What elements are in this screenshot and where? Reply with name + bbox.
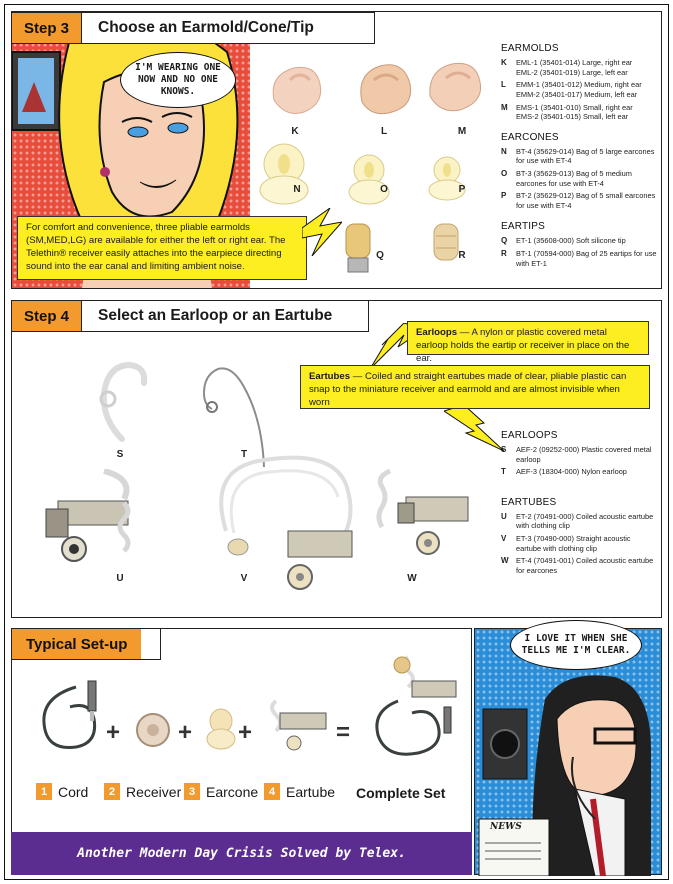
product-label-k: K: [291, 126, 299, 137]
earmolds-heading: EARMOLDS: [501, 43, 559, 54]
earcones-heading: EARCONES: [501, 131, 559, 143]
legend-cord: 1 Cord: [36, 783, 88, 800]
footer-tagline: Another Modern Day Crisis Solved by Telex.: [11, 832, 472, 875]
step3-parts-list: [501, 42, 657, 271]
step4-parts-list: [501, 429, 657, 578]
list-item: O BT-3 (35629-013) Bag of 5 medium earcones for use with ET-4: [501, 169, 632, 188]
product-label-q: Q: [376, 250, 384, 261]
earloops-heading: EARLOOPS: [501, 430, 558, 441]
earcone-image: [204, 705, 238, 755]
list-item: P BT-2 (35629-012) Bag of 5 small earcones for use with ET-4: [501, 191, 656, 210]
plus-sign: +: [238, 719, 253, 746]
legend-earcone: 3 Earcone: [184, 783, 258, 800]
list-item: L EMM-1 (35401-012) Medium, right ear EMM-2 (35401-017) Medium, left ear: [501, 80, 642, 99]
list-item: R BT-1 (70594-000) Bag of 25 eartips for use with ET-1: [501, 248, 657, 268]
step4-tab: Step 4: [12, 301, 82, 331]
eartubes-heading: EARTUBES: [501, 496, 557, 508]
product-label-r: R: [458, 250, 466, 261]
earcone-large-image: [256, 142, 312, 208]
product-label-s: S: [116, 449, 124, 460]
plus-sign: +: [106, 719, 121, 746]
product-label-o: O: [380, 184, 388, 195]
product-label-t: T: [240, 449, 248, 460]
list-item: M EMS-1 (35401-010) Small, right ear EMS-2 (35401-015) Small, left ear: [501, 102, 633, 122]
setup-header: [11, 628, 161, 660]
legend-receiver: 2 Receiver: [104, 783, 181, 800]
newspaper-masthead: NEWS: [490, 822, 522, 832]
product-label-w: W: [407, 573, 417, 584]
list-item: K EML-1 (35401-014) Large, right ear EML-2 (35401-019) Large, left ear: [501, 58, 633, 77]
product-label-u: U: [116, 573, 124, 584]
receiver-image: [132, 709, 174, 751]
equals-sign: =: [336, 719, 351, 746]
step4-header: [11, 300, 369, 332]
setup-tab: Typical Set-up: [12, 629, 141, 659]
lightning-bolt-icon: [302, 208, 342, 256]
product-label-m: M: [457, 126, 467, 137]
product-label-v: V: [240, 573, 248, 584]
eartube-coiled-clip-image: [44, 469, 164, 573]
list-item: S AEF-2 (09252-000) Plastic covered metal earloop: [501, 445, 652, 464]
earmold-small-image: [422, 56, 488, 118]
earloops-callout: Earloops — A nylon or plastic covered metal earloop holds the eartip or receiver in place on the ear.: [407, 321, 649, 355]
list-item: T AEF-3 (18304-000) Nylon earloop: [501, 467, 627, 477]
step3-speech-bubble: I'M WEARING ONE NOW AND NO ONE KNOWS.: [120, 52, 236, 108]
step4-title: Select an Earloop or an Eartube: [98, 307, 333, 324]
step3-tab: Step 3: [12, 13, 82, 43]
list-item: V ET-3 (70490-000) Straight acoustic eartube with clothing clip: [501, 533, 631, 553]
eartubes-callout: Eartubes — Coiled and straight eartubes made of clear, pliable plastic can snap to the miniature receiver and earmold and are almost invisible when worn: [300, 365, 650, 409]
product-label-n: N: [293, 184, 301, 195]
earmold-medium-image: [352, 58, 416, 120]
complete-set-image: [368, 651, 464, 771]
step3-header: [11, 12, 375, 44]
earcone-small-image: [422, 152, 472, 204]
eartips-heading: EARTIPS: [501, 220, 546, 232]
cord-image: [36, 677, 106, 759]
earcone-medium-image: [344, 152, 394, 208]
eartube-straight-clip-image: [198, 451, 368, 601]
lightning-bolt-icon: [444, 405, 504, 451]
step4-panel: [11, 300, 662, 618]
complete-set-label: Complete Set: [356, 785, 446, 801]
eartube-image: [260, 695, 330, 765]
legend-eartube: 4 Eartube: [264, 783, 335, 800]
product-label-p: P: [458, 184, 466, 195]
setup-speech-bubble: I LOVE IT WHEN SHE TELLS ME I'M CLEAR.: [510, 620, 642, 670]
step3-callout: For comfort and convenience, three pliable earmolds (SM,MED,LG) are available for either the left or right ear. The Telethin® receiver easily attaches into the earpiece directing sound into the ear canal and limiting ambient noise.: [17, 216, 307, 280]
product-label-l: L: [380, 126, 388, 137]
plus-sign: +: [178, 719, 193, 746]
earmold-large-image: [264, 60, 328, 120]
step3-title: Choose an Earmold/Cone/Tip: [98, 19, 314, 36]
step3-panel: [11, 11, 662, 289]
eartube-earcone-image: [370, 467, 480, 577]
earloop-plastic-image: [82, 359, 152, 449]
list-item: N BT-4 (35629-014) Bag of 5 large earcones for use with ET-4: [501, 146, 655, 166]
list-item: U ET-2 (70491-000) Coiled acoustic eartube with clothing clip: [501, 511, 654, 531]
list-item: W ET-4 (70491-001) Coiled acoustic eartube for earcones: [501, 556, 654, 575]
list-item: Q ET-1 (35608-000) Soft silicone tip: [501, 235, 626, 245]
